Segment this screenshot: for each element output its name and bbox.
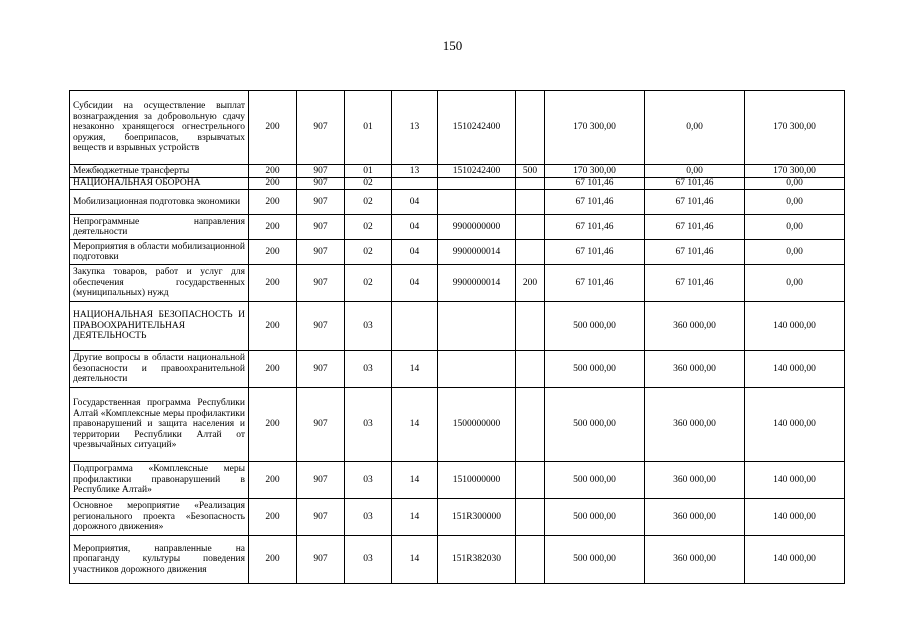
row-code: 907: [297, 178, 345, 190]
row-sum-3: 140 000,00: [745, 351, 845, 388]
row-vr: [516, 215, 545, 240]
row-csr: [438, 302, 516, 351]
row-pr: 04: [392, 265, 438, 302]
row-sum-1: 500 000,00: [545, 462, 645, 499]
row-vr: [516, 178, 545, 190]
row-csr: [438, 351, 516, 388]
row-pr: 04: [392, 215, 438, 240]
row-rz: 02: [345, 190, 392, 215]
row-sum-3: 140 000,00: [745, 302, 845, 351]
table-body: [70, 91, 845, 584]
row-rz: 03: [345, 351, 392, 388]
row-sum-2: 0,00: [645, 91, 745, 165]
row-code: 907: [297, 351, 345, 388]
row-pr: 14: [392, 462, 438, 499]
row-csr: 9900000000: [438, 215, 516, 240]
table-row: [70, 462, 845, 499]
row-pr: 14: [392, 388, 438, 462]
row-grbs: 200: [249, 190, 297, 215]
row-sum-1: 500 000,00: [545, 302, 645, 351]
row-sum-1: 67 101,46: [545, 240, 645, 265]
row-sum-1: 67 101,46: [545, 178, 645, 190]
row-name: Мероприятия, направленные на пропаганду культуры поведения участников дорожного движения: [70, 536, 249, 584]
table-row: [70, 351, 845, 388]
row-sum-3: 140 000,00: [745, 499, 845, 536]
row-name: Мероприятия в области мобилизационной подготовки: [70, 240, 249, 265]
row-rz: 03: [345, 462, 392, 499]
row-sum-3: 170 300,00: [745, 165, 845, 178]
row-sum-3: 0,00: [745, 178, 845, 190]
row-code: 907: [297, 91, 345, 165]
row-rz: 02: [345, 240, 392, 265]
row-sum-3: 140 000,00: [745, 388, 845, 462]
row-sum-2: 67 101,46: [645, 190, 745, 215]
row-pr: 04: [392, 240, 438, 265]
row-sum-2: 360 000,00: [645, 351, 745, 388]
row-rz: 03: [345, 388, 392, 462]
row-sum-2: 67 101,46: [645, 215, 745, 240]
table-row: [70, 499, 845, 536]
row-csr: 151R382030: [438, 536, 516, 584]
row-pr: [392, 178, 438, 190]
row-vr: [516, 351, 545, 388]
row-vr: [516, 190, 545, 215]
row-sum-2: 360 000,00: [645, 536, 745, 584]
row-name: Мобилизационная подготовка экономики: [70, 190, 249, 215]
table-row: [70, 536, 845, 584]
row-csr: 1500000000: [438, 388, 516, 462]
row-code: 907: [297, 215, 345, 240]
row-pr: 14: [392, 536, 438, 584]
row-sum-2: 360 000,00: [645, 388, 745, 462]
row-csr: [438, 178, 516, 190]
row-vr: [516, 302, 545, 351]
row-sum-2: 360 000,00: [645, 499, 745, 536]
row-code: 907: [297, 265, 345, 302]
row-csr: 1510000000: [438, 462, 516, 499]
table-row: [70, 215, 845, 240]
page-number: 150: [442, 38, 463, 53]
row-sum-3: 0,00: [745, 190, 845, 215]
row-name: НАЦИОНАЛЬНАЯ ОБОРОНА: [70, 178, 249, 190]
row-sum-1: 170 300,00: [545, 165, 645, 178]
row-sum-3: 0,00: [745, 240, 845, 265]
row-sum-1: 67 101,46: [545, 265, 645, 302]
row-csr: 1510242400: [438, 165, 516, 178]
row-pr: 14: [392, 499, 438, 536]
row-sum-2: 360 000,00: [645, 302, 745, 351]
row-sum-2: 67 101,46: [645, 240, 745, 265]
row-name: Субсидии на осуществление выплат вознаграждения за добровольную сдачу незаконно хранящегося огнестрельного оружия, боеприпасов, взрывчатых веществ и взрывных устройств: [70, 91, 249, 165]
row-grbs: 200: [249, 388, 297, 462]
row-grbs: 200: [249, 91, 297, 165]
table-row: [70, 178, 845, 190]
row-sum-2: 0,00: [645, 165, 745, 178]
row-csr: 151R300000: [438, 499, 516, 536]
row-pr: 13: [392, 91, 438, 165]
table-row: [70, 190, 845, 215]
row-grbs: 200: [249, 462, 297, 499]
row-grbs: 200: [249, 178, 297, 190]
row-vr: [516, 91, 545, 165]
row-code: 907: [297, 388, 345, 462]
row-grbs: 200: [249, 351, 297, 388]
row-rz: 01: [345, 165, 392, 178]
table-row: [70, 240, 845, 265]
row-code: 907: [297, 240, 345, 265]
row-rz: 02: [345, 215, 392, 240]
row-csr: 9900000014: [438, 240, 516, 265]
table-row: [70, 265, 845, 302]
row-sum-1: 500 000,00: [545, 536, 645, 584]
row-code: 907: [297, 190, 345, 215]
row-vr: [516, 499, 545, 536]
row-grbs: 200: [249, 165, 297, 178]
row-vr: 500: [516, 165, 545, 178]
row-name: Межбюджетные трансферты: [70, 165, 249, 178]
row-sum-3: 140 000,00: [745, 462, 845, 499]
row-rz: 02: [345, 178, 392, 190]
table-row: [70, 388, 845, 462]
row-name: Закупка товаров, работ и услуг для обеспечения государственных (муниципальных) нужд: [70, 265, 249, 302]
row-sum-3: 140 000,00: [745, 536, 845, 584]
row-grbs: 200: [249, 265, 297, 302]
row-name: Подпрограмма «Комплексные меры профилактики правонарушений в Республике Алтай»: [70, 462, 249, 499]
row-vr: [516, 388, 545, 462]
row-sum-1: 500 000,00: [545, 388, 645, 462]
row-csr: 1510242400: [438, 91, 516, 165]
row-grbs: 200: [249, 536, 297, 584]
row-sum-1: 67 101,46: [545, 190, 645, 215]
row-rz: 03: [345, 499, 392, 536]
row-csr: [438, 190, 516, 215]
row-name: НАЦИОНАЛЬНАЯ БЕЗОПАСНОСТЬ И ПРАВООХРАНИТЕЛЬНАЯ ДЕЯТЕЛЬНОСТЬ: [70, 302, 249, 351]
row-name: Основное мероприятие «Реализация регионального проекта «Безопасность дорожного движения»: [70, 499, 249, 536]
row-rz: 01: [345, 91, 392, 165]
row-sum-3: 170 300,00: [745, 91, 845, 165]
row-name: Другие вопросы в области национальной безопасности и правоохранительной деятельности: [70, 351, 249, 388]
table-row: [70, 302, 845, 351]
row-csr: 9900000014: [438, 265, 516, 302]
row-rz: 03: [345, 302, 392, 351]
row-sum-2: 67 101,46: [645, 265, 745, 302]
row-vr: [516, 462, 545, 499]
row-code: 907: [297, 462, 345, 499]
row-sum-3: 0,00: [745, 265, 845, 302]
row-pr: 04: [392, 190, 438, 215]
row-grbs: 200: [249, 215, 297, 240]
row-code: 907: [297, 499, 345, 536]
budget-table: [69, 90, 845, 584]
row-sum-1: 500 000,00: [545, 499, 645, 536]
row-sum-2: 67 101,46: [645, 178, 745, 190]
row-grbs: 200: [249, 499, 297, 536]
row-grbs: 200: [249, 302, 297, 351]
row-vr: [516, 240, 545, 265]
row-grbs: 200: [249, 240, 297, 265]
table-row: [70, 91, 845, 165]
row-pr: [392, 302, 438, 351]
row-code: 907: [297, 165, 345, 178]
row-sum-3: 0,00: [745, 215, 845, 240]
row-name: Государственная программа Республики Алтай «Комплексные меры профилактики правонарушений и защита населения и территории Республики Алтай от чрезвычайных ситуаций»: [70, 388, 249, 462]
row-pr: 13: [392, 165, 438, 178]
table-row: [70, 165, 845, 178]
row-sum-1: 170 300,00: [545, 91, 645, 165]
row-vr: [516, 536, 545, 584]
row-rz: 02: [345, 265, 392, 302]
row-name: Непрограммные направления деятельности: [70, 215, 249, 240]
row-code: 907: [297, 536, 345, 584]
row-sum-1: 500 000,00: [545, 351, 645, 388]
row-vr: 200: [516, 265, 545, 302]
row-code: 907: [297, 302, 345, 351]
row-rz: 03: [345, 536, 392, 584]
row-pr: 14: [392, 351, 438, 388]
row-sum-2: 360 000,00: [645, 462, 745, 499]
row-sum-1: 67 101,46: [545, 215, 645, 240]
